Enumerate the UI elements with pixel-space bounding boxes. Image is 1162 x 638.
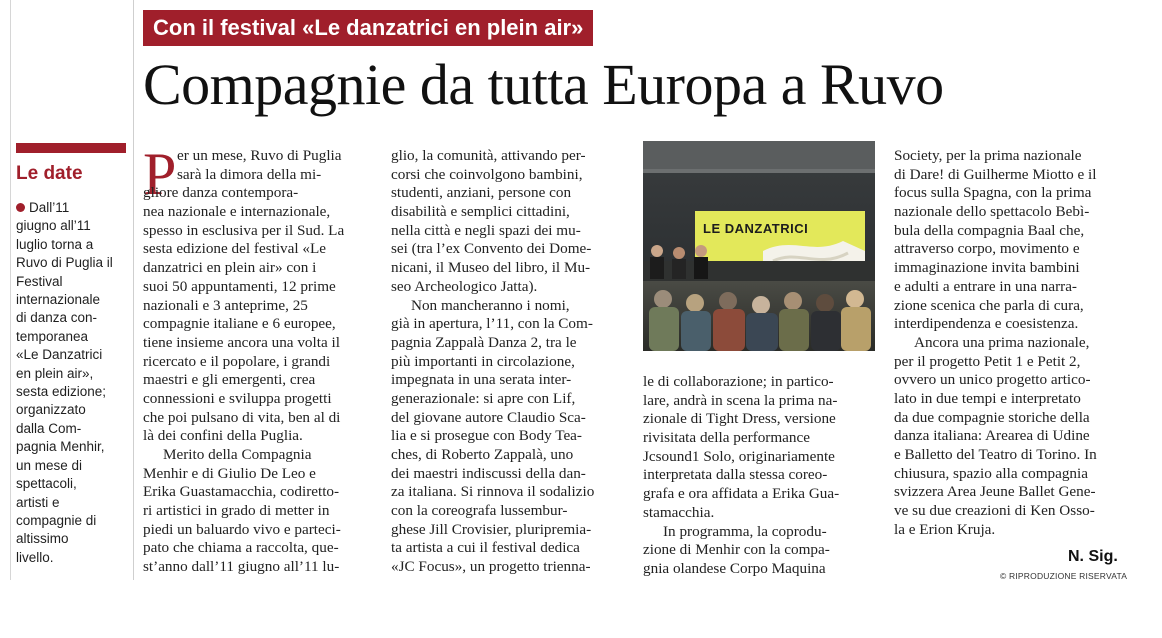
article-line: sesta edizione del festival «Le	[143, 240, 327, 258]
article-column-4	[894, 147, 1126, 539]
article-line: Society, per la prima nazionale	[894, 147, 1082, 164]
bullet-dot-icon	[16, 203, 25, 212]
sidebar-line: sesta edizione;	[16, 384, 107, 400]
article-line: gliore danza contempora-	[143, 184, 299, 202]
article-line: danzatrici en plein air» con i	[143, 259, 317, 277]
article-line: Ancora una prima nazionale,	[914, 333, 1090, 351]
article-line: rivisitata della performance	[643, 429, 810, 447]
article-line: piedi un baluardo vivo e parteci-	[143, 520, 341, 538]
article-line: maestri e gli emergenti, crea	[143, 371, 316, 389]
sidebar-line: Festival	[16, 273, 63, 289]
article-line: suoi 50 appuntamenti, 12 prime	[143, 277, 336, 295]
sidebar-body	[16, 199, 126, 567]
article-line: ve su due creazioni di Ken Osso-	[894, 502, 1095, 520]
article-line: zione di Menhir con la compa-	[643, 541, 830, 559]
sidebar-line: compagnie di	[16, 512, 97, 528]
article-column-1	[143, 141, 375, 577]
sidebar-divider	[133, 0, 134, 580]
sidebar-line: giugno all’11	[16, 218, 91, 234]
article-line: glio, la comunità, attivando per-	[391, 147, 586, 164]
article-line: più importanti in circolazione,	[391, 352, 575, 370]
article-line: studenti, anziani, persone con	[391, 184, 572, 202]
article-line: Merito della Compagnia	[163, 446, 312, 463]
article-column-3	[643, 373, 875, 579]
article-column-2	[391, 147, 625, 577]
article-line: interpretata dalla stessa coreo-	[643, 466, 828, 484]
sidebar-accent-bar	[16, 143, 126, 153]
article-line: danza italiana: Arearea di Udine	[894, 427, 1090, 445]
sidebar-line: organizzato	[16, 402, 86, 418]
article-line: là dei confini della Puglia.	[143, 427, 303, 445]
sidebar-line: Dall’11	[29, 200, 70, 215]
article-line: lato in due tempi e interpretato	[894, 389, 1081, 407]
screen-title: LE DANZATRICI	[703, 221, 809, 236]
article-line: ricercato e il popolare, i grandi	[143, 352, 331, 370]
author-signature: N. Sig.	[1068, 548, 1118, 565]
sidebar-line: un mese di	[16, 457, 83, 473]
sidebar-line: temporanea	[16, 328, 89, 344]
article-line: nazionale dello spettacolo Bebì-	[894, 203, 1090, 221]
sidebar-line: spettacoli,	[16, 476, 77, 492]
sidebar-box	[16, 143, 126, 567]
article-line: e adulti a entrare in una narra-	[894, 277, 1077, 295]
article-line: spesso in esclusiva per il Sud. La	[143, 221, 345, 239]
article-line: da due compagnie storiche della	[894, 408, 1090, 426]
article-line: che poi pulsano di vita, ben al di	[143, 408, 341, 426]
article-line: nazionali e 3 anteprime, 25	[143, 296, 308, 314]
kicker-label: Con il festival «Le danzatrici en plein air»	[143, 10, 593, 46]
article-line: attraverso corpo, movimento e	[894, 240, 1080, 258]
article-line: Non mancheranno i nomi,	[411, 296, 570, 314]
article-line: generazionale: si apre con Lif,	[391, 389, 576, 407]
drop-cap: P	[143, 141, 177, 207]
copyright-notice: © RIPRODUZIONE RISERVATA	[1000, 571, 1128, 581]
article-line: le di collaborazione; in partico-	[643, 373, 834, 390]
article-line: zione scenica che parla di cura,	[894, 296, 1084, 314]
article-line: ta artista a cui il festival dedica	[391, 539, 580, 557]
article-line: bula della compagnia Baal che,	[894, 221, 1085, 239]
article-line: compagnie italiane e 6 europee,	[143, 315, 336, 333]
article-line: pagnia Zappalà Danza 2, tra le	[391, 333, 577, 351]
article-line: impegnata in una serata inter-	[391, 371, 572, 389]
article-line: svizzera Area Jeune Ballet Gene-	[894, 483, 1096, 501]
article-line: del giovane autore Claudio Sca-	[391, 408, 586, 426]
article-line: connessioni e sviluppa progetti	[143, 389, 332, 407]
article-line: In programma, la coprodu-	[663, 522, 827, 540]
article-line: di Dare! di Guilherme Miotto e il	[894, 165, 1097, 183]
sidebar-line: dalla Com-	[16, 420, 82, 436]
article-line: gnia olandese Corpo Maquina	[643, 559, 826, 577]
article-line: focus sulla Spagna, con la prima	[894, 184, 1092, 202]
article-line: «JC Focus», un progetto trienna-	[391, 558, 591, 576]
article-line: e Balletto del Teatro di Torino. In	[894, 446, 1097, 463]
article-line: disabilità e semplici cittadini,	[391, 203, 570, 221]
article-line: ghese Jill Crovisier, pluripremia-	[391, 520, 592, 538]
article-line: corsi che coinvolgono bambini,	[391, 165, 583, 183]
article-line: ri artistici in grado di metter in	[143, 502, 330, 520]
article-line: già in apertura, l’11, con la Com-	[391, 315, 593, 333]
sidebar-line: luglio torna a	[16, 236, 94, 252]
article-line: ovvero un unico progetto artico-	[894, 371, 1091, 389]
article-line: sei (tra l’ex Convento dei Dome-	[391, 240, 592, 258]
article-line: tiene insieme ancora una volta il	[143, 333, 340, 351]
article-line: nella città e negli spazi dei mu-	[391, 221, 581, 239]
article-line: grafa e ora affidata a Erika Gua-	[643, 485, 840, 503]
article-line: nea nazionale e internazionale,	[143, 203, 331, 221]
article-line: immaginazione invita bambini	[894, 259, 1080, 277]
sidebar-line: Ruvo di Puglia il	[16, 255, 113, 271]
sidebar-line: altissimo	[16, 531, 69, 547]
sidebar-line: pagnia Menhir,	[16, 439, 105, 455]
article-line: Menhir e di Giulio De Leo e	[143, 464, 316, 482]
article-line: za italiana. Si rinnova il sodalizio	[391, 483, 595, 501]
article-line: lia e si prosegue con Body Tea-	[391, 427, 582, 445]
article-line: per il progetto Petit 1 e Petit 2,	[894, 352, 1081, 370]
article-line: la e Erion Kruja.	[894, 520, 996, 538]
sidebar-line: en plein air»,	[16, 365, 94, 381]
article-line: stamacchia.	[643, 503, 715, 521]
headline: Compagnie da tutta Europa a Ruvo	[143, 52, 944, 117]
left-margin-rule	[10, 0, 11, 580]
sidebar-line: di danza con-	[16, 310, 98, 326]
sidebar-line: artisti e	[16, 494, 60, 510]
article-line: dei maestri indiscussi della dan-	[391, 464, 586, 482]
article-line: seo Archeologico Jatta).	[391, 277, 538, 295]
article-line: lare, andrà in scena la prima na-	[643, 391, 838, 409]
article-line: Erika Guastamacchia, codiretto-	[143, 483, 340, 501]
article-line: con la coreografa lussembur-	[391, 502, 568, 520]
article-line: ches, di Roberto Zappalà, uno	[391, 446, 574, 463]
article-line: sarà la dimora della mi-	[177, 165, 322, 183]
event-photo	[643, 141, 875, 351]
article-line: interdipendenza e coesistenza.	[894, 315, 1079, 333]
article-line: pato che chiama a raccolta, que-	[143, 539, 339, 557]
sidebar-line: «Le Danzatrici	[16, 347, 103, 363]
sidebar-title: Le date	[16, 163, 83, 184]
article-line: Jcsound1 Solo, originariamente	[643, 447, 835, 465]
article-line: er un mese, Ruvo di Puglia	[177, 147, 342, 164]
sidebar-line: internazionale	[16, 292, 101, 308]
article-line: st’anno dall’11 giugno all’11 lu-	[143, 558, 340, 576]
article-line: chiusura, spazio alla compagnia	[894, 464, 1088, 482]
sidebar-line: livello.	[16, 549, 54, 565]
article-line: nicani, il Museo del libro, il Mu-	[391, 259, 591, 277]
article-line: zionale di Tight Dress, versione	[643, 410, 836, 428]
